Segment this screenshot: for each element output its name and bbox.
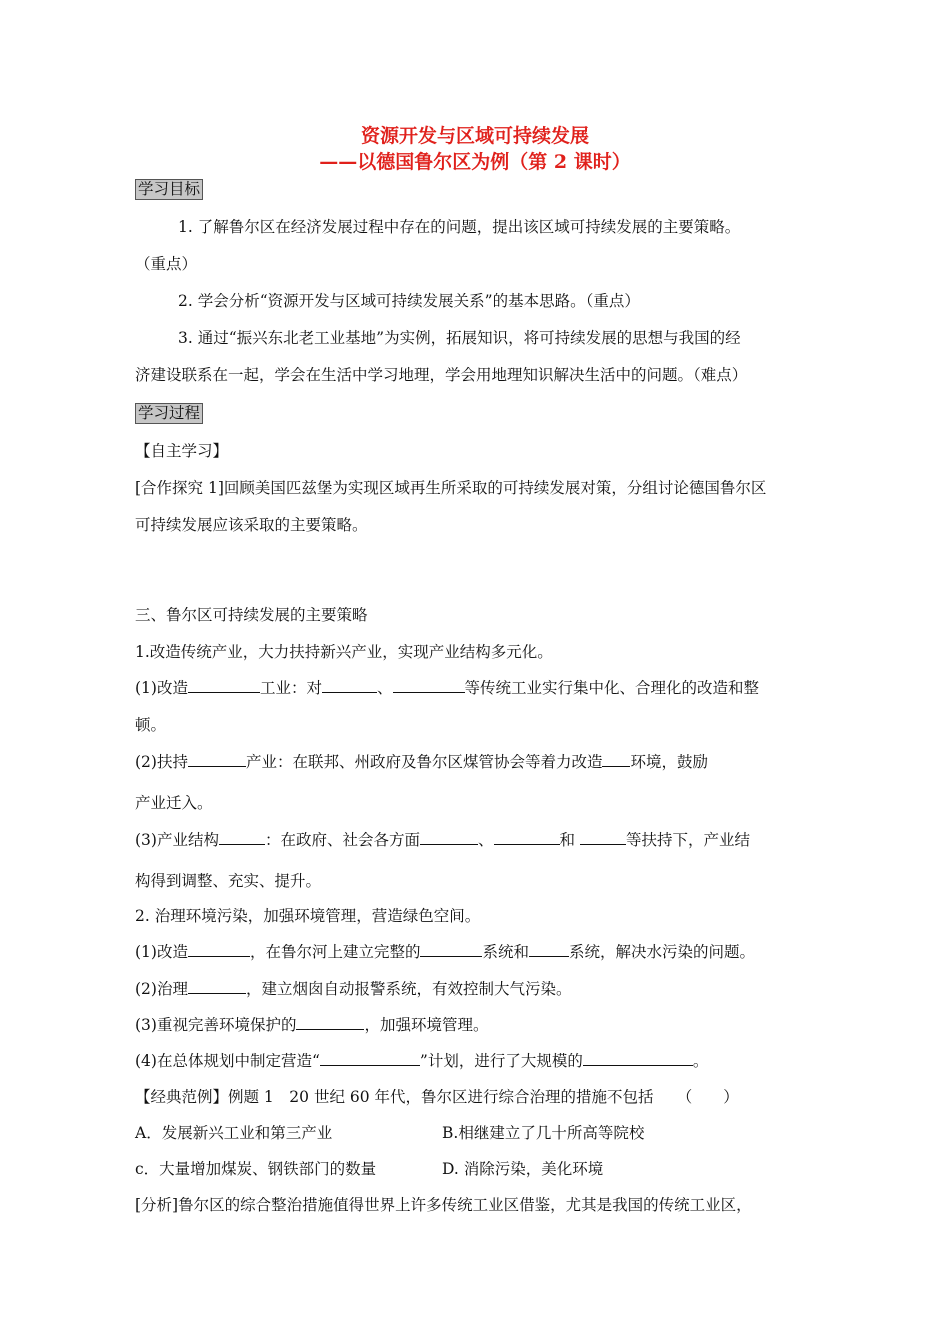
strategy-1-1 bbox=[135, 677, 759, 699]
strategy-1-3 bbox=[135, 829, 750, 851]
fill-blank[interactable] bbox=[320, 1050, 420, 1066]
fill-blank[interactable] bbox=[188, 677, 260, 693]
option-c: c．大量增加煤炭、钢铁部门的数量 bbox=[135, 1160, 377, 1178]
fill-blank[interactable] bbox=[188, 978, 246, 994]
fill-blank[interactable] bbox=[529, 941, 569, 957]
fill-blank[interactable] bbox=[602, 751, 630, 767]
fill-blank[interactable] bbox=[420, 941, 482, 957]
text-segment: ，建立烟囱自动报警系统，有效控制大气污染。 bbox=[245, 980, 572, 998]
objective-3-line-2: 济建设联系在一起，学会在生活中学习地理，学会用地理知识解决生活中的问题。（难点） bbox=[135, 366, 748, 384]
text-segment: ，在鲁尔河上建立完整的 bbox=[249, 943, 421, 961]
document-title: 资源开发与区域可持续发展 bbox=[360, 125, 589, 147]
fill-blank[interactable] bbox=[188, 751, 246, 767]
self-study-label: 【自主学习】 bbox=[135, 442, 229, 460]
fill-blank[interactable] bbox=[393, 677, 465, 693]
objective-1-line-2: （重点） bbox=[135, 255, 198, 273]
text-segment: 等扶持下，产业结 bbox=[625, 831, 750, 849]
fill-blank[interactable] bbox=[188, 941, 250, 957]
text-segment: (1)改造 bbox=[135, 679, 188, 697]
text-segment: 。 bbox=[692, 1052, 709, 1070]
option-d: D. 消除污染，美化环境 bbox=[442, 1160, 604, 1178]
objectives-heading-label: 学习目标 bbox=[135, 179, 203, 200]
process-heading-label: 学习过程 bbox=[135, 403, 203, 424]
text-segment: ：在政府、社会各方面 bbox=[264, 831, 420, 849]
objective-3-line-1: 3. 通过“振兴东北老工业基地”为实例，拓展知识，将可持续发展的思想与我国的经 bbox=[178, 329, 741, 347]
text-segment: 等传统工业实行集中化、合理化的改造和整 bbox=[464, 679, 760, 697]
text-segment: 系统，解决水污染的问题。 bbox=[569, 943, 756, 961]
objective-1-line-1: 1. 了解鲁尔区在经济发展过程中存在的问题，提出该区域可持续发展的主要策略。 bbox=[178, 218, 741, 236]
text-segment: 系统和 bbox=[482, 943, 529, 961]
text-segment: (4)在总体规划中制定营造“ bbox=[135, 1052, 320, 1070]
strategy-2-1 bbox=[135, 941, 755, 963]
text-segment: ，加强环境管理。 bbox=[364, 1016, 489, 1034]
fill-blank[interactable] bbox=[322, 677, 377, 693]
objective-2: 2. 学会分析“资源开发与区域可持续发展关系”的基本思路。（重点） bbox=[178, 292, 640, 310]
section3-heading: 三、鲁尔区可持续发展的主要策略 bbox=[135, 606, 368, 624]
text-segment: (1)改造 bbox=[135, 943, 188, 961]
strategy-1-1-cont: 顿。 bbox=[135, 716, 167, 734]
text-segment: 、 bbox=[477, 831, 494, 849]
text-segment: 环境，鼓励 bbox=[630, 753, 708, 771]
coop-explore-line-2: 可持续发展应该采取的主要策略。 bbox=[135, 516, 368, 534]
text-segment: 工业：对 bbox=[259, 679, 322, 697]
text-segment: 、 bbox=[376, 679, 393, 697]
document-subtitle: ——以德国鲁尔区为例（第 2 课时） bbox=[319, 151, 631, 173]
text-segment: 产业：在联邦、州政府及鲁尔区煤管协会等着力改造 bbox=[245, 753, 603, 771]
text-segment: ”计划，进行了大规模的 bbox=[419, 1052, 583, 1070]
process-heading bbox=[135, 402, 203, 424]
fill-blank[interactable] bbox=[296, 1014, 364, 1030]
analysis: [分析]鲁尔区的综合整治措施值得世界上许多传统工业区借鉴，尤其是我国的传统工业区， bbox=[135, 1196, 752, 1214]
fill-blank[interactable] bbox=[420, 829, 478, 845]
text-segment: 和 bbox=[559, 831, 576, 849]
strategy-1-2-cont: 产业迁入。 bbox=[135, 794, 213, 812]
strategy-1: 1.改造传统产业，大力扶持新兴产业，实现产业结构多元化。 bbox=[135, 643, 553, 661]
objectives-heading bbox=[135, 178, 203, 200]
fill-blank[interactable] bbox=[494, 829, 560, 845]
text-segment: (2)治理 bbox=[135, 980, 188, 998]
strategy-2: 2. 治理环境污染，加强环境管理，营造绿色空间。 bbox=[135, 907, 481, 925]
example-question: 【经典范例】例题 1 20 世纪 60 年代，鲁尔区进行综合治理的措施不包括 （ ） bbox=[135, 1088, 739, 1106]
fill-blank[interactable] bbox=[583, 1050, 693, 1066]
coop-explore-line-1: [合作探究 1]回顾美国匹兹堡为实现区域再生所采取的可持续发展对策，分组讨论德国鲁尔区 bbox=[135, 479, 767, 497]
option-b: B.相继建立了几十所高等院校 bbox=[442, 1124, 645, 1142]
fill-blank[interactable] bbox=[219, 829, 265, 845]
text-segment: (3)产业结构 bbox=[135, 831, 219, 849]
strategy-2-2 bbox=[135, 978, 571, 1000]
strategy-2-3 bbox=[135, 1014, 488, 1036]
text-segment: (2)扶持 bbox=[135, 753, 188, 771]
option-a: A．发展新兴工业和第三产业 bbox=[135, 1124, 333, 1142]
fill-blank[interactable] bbox=[580, 829, 626, 845]
strategy-1-3-cont: 构得到调整、充实、提升。 bbox=[135, 872, 322, 890]
strategy-1-2 bbox=[135, 751, 708, 773]
strategy-2-4 bbox=[135, 1050, 708, 1072]
text-segment: (3)重视完善环境保护的 bbox=[135, 1016, 297, 1034]
